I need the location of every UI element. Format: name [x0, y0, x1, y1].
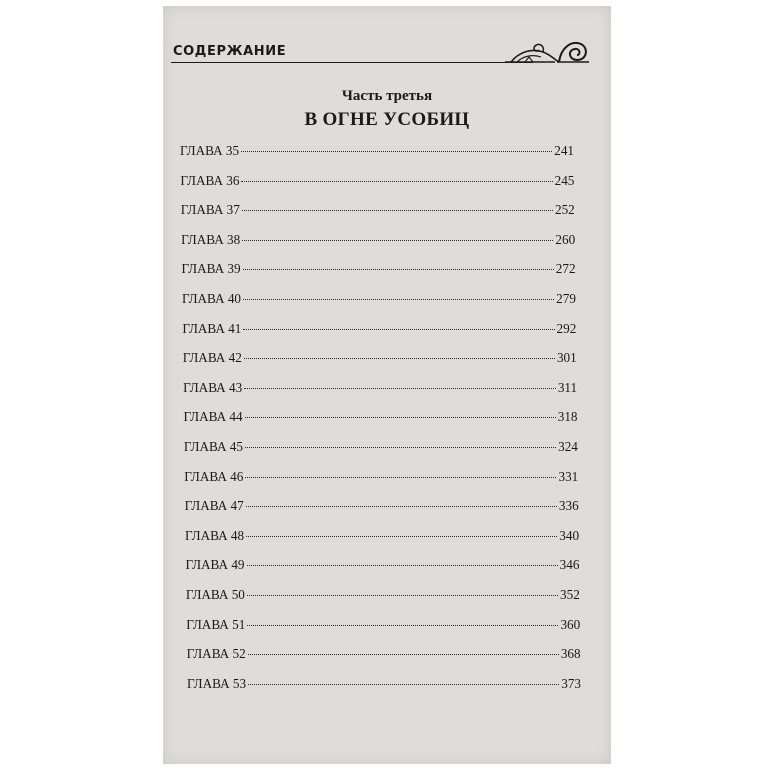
toc-chapter-name: ГЛАВА 41	[182, 320, 242, 336]
toc-dot-leader	[243, 299, 554, 300]
toc-entry	[187, 676, 581, 696]
toc-page-number: 368	[560, 646, 581, 662]
toc-chapter-name: ГЛАВА 51	[186, 616, 246, 632]
toc-chapter-name: ГЛАВА 45	[183, 439, 243, 454]
toc-dot-leader	[241, 151, 552, 152]
toc-chapter-name: ГЛАВА 52	[186, 646, 246, 662]
toc-chapter-name: ГЛАВА 37	[180, 202, 240, 218]
toc-page-number: 360	[560, 616, 581, 632]
toc-page-number: 241	[554, 143, 574, 158]
toc-page-number: 292	[556, 320, 577, 336]
toc-chapter-name: ГЛАВА 35	[180, 143, 240, 158]
toc-entry	[185, 498, 579, 518]
toc-page-number: 279	[556, 291, 576, 306]
toc-dot-leader	[242, 240, 553, 241]
toc-entry	[184, 439, 578, 459]
toc-page-number: 301	[556, 350, 577, 366]
toc-entry	[181, 232, 575, 252]
toc-entry	[182, 321, 576, 341]
toc-entry	[182, 261, 576, 281]
toc-dot-leader	[245, 477, 556, 478]
toc-page-number: 318	[557, 409, 578, 425]
toc-page-number: 346	[559, 557, 580, 573]
toc-page-number: 352	[560, 587, 580, 602]
toc-page-number: 340	[559, 527, 580, 543]
toc-entry	[184, 409, 578, 429]
toc-dot-leader	[244, 388, 556, 389]
toc-dot-leader	[243, 269, 554, 270]
toc-page-number: 260	[555, 231, 576, 247]
toc-entry	[183, 380, 577, 400]
toc-entry	[186, 617, 580, 637]
toc-chapter-name: ГЛАВА 40	[181, 291, 242, 306]
toc-page-number: 245	[554, 172, 575, 188]
part-title: В ОГНЕ УСОБИЦ	[304, 109, 470, 130]
toc-dot-leader	[244, 358, 555, 359]
toc-entry	[185, 557, 579, 577]
toc-chapter-name: ГЛАВА 53	[187, 675, 247, 691]
toc-chapter-name: ГЛАВА 43	[183, 379, 243, 395]
toc-dot-leader	[246, 506, 557, 507]
toc-dot-leader	[242, 210, 553, 211]
toc-entry	[181, 202, 575, 222]
toc-chapter-name: ГЛАВА 47	[184, 498, 244, 514]
book-page	[163, 6, 611, 764]
toc-page-number: 373	[561, 675, 581, 691]
part-label: Часть третья	[341, 88, 433, 104]
toc-page-number: 252	[554, 202, 575, 218]
toc-dot-leader	[248, 684, 559, 685]
toc-chapter-name: ГЛАВА 38	[181, 231, 241, 247]
toc-dot-leader	[247, 595, 558, 596]
toc-page-number: 331	[558, 468, 579, 484]
toc-page-number: 272	[555, 261, 576, 277]
toc-dot-leader	[245, 417, 556, 418]
toc-chapter-name: ГЛАВА 46	[184, 468, 244, 484]
toc-dot-leader	[247, 625, 558, 626]
toc-dot-leader	[243, 329, 554, 330]
toc-chapter-name: ГЛАВА 49	[185, 557, 245, 573]
toc-entry	[187, 646, 581, 666]
toc-chapter-name: ГЛАВА 44	[183, 409, 243, 425]
toc-entry	[183, 350, 577, 370]
toc-entry	[184, 469, 578, 489]
toc-chapter-name: ГЛАВА 39	[181, 261, 241, 277]
toc-dot-leader	[247, 565, 558, 566]
toc-entry	[182, 291, 576, 311]
running-head: СОДЕРЖАНИЕ	[173, 44, 287, 59]
toc-page-number: 311	[557, 379, 578, 395]
toc-chapter-name: ГЛАВА 50	[185, 587, 245, 602]
toc-dot-leader	[248, 654, 559, 655]
toc-entry	[180, 173, 574, 193]
toc-dot-leader	[241, 181, 552, 182]
toc-entry	[186, 587, 580, 607]
toc-entry	[185, 528, 579, 548]
toc-entry	[180, 143, 574, 163]
toc-page-number: 324	[558, 439, 578, 454]
toc-dot-leader	[246, 536, 557, 537]
toc-chapter-name: ГЛАВА 36	[180, 172, 240, 188]
toc-chapter-name: ГЛАВА 42	[182, 350, 242, 366]
toc-page-number: 336	[558, 498, 579, 514]
toc-dot-leader	[245, 447, 556, 448]
table-of-contents	[163, 6, 611, 764]
toc-chapter-name: ГЛАВА 48	[185, 527, 245, 543]
